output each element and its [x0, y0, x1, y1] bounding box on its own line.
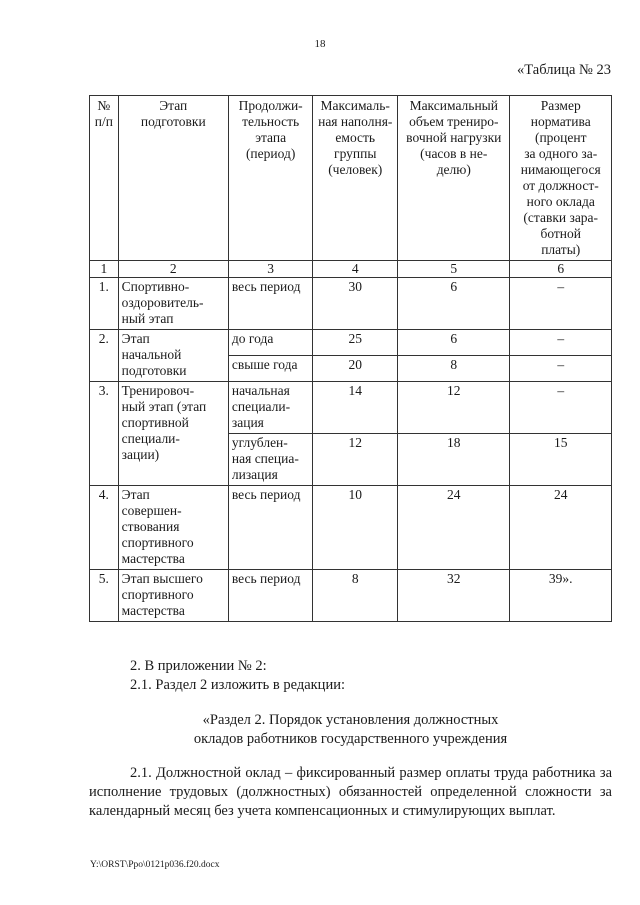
- period-cell: весь период: [228, 278, 313, 330]
- table-header-row: [90, 96, 612, 261]
- row-number: 1.: [90, 278, 119, 330]
- norm-cell: –: [510, 356, 612, 382]
- norm-cell: –: [510, 330, 612, 356]
- max-group-cell: 12: [313, 434, 398, 486]
- norms-table: [89, 95, 612, 622]
- max-group-cell: 14: [313, 382, 398, 434]
- paragraph-section-2-1: 2.1. Раздел 2 изложить в редакции:: [130, 677, 345, 693]
- table-row: [90, 486, 612, 570]
- stage-name: Спортивно- оздоровитель- ный этап: [118, 278, 228, 330]
- column-header: Этап подготовки: [118, 96, 228, 261]
- period-cell: начальная специали- зация: [228, 382, 313, 434]
- row-number: 3.: [90, 382, 119, 486]
- file-path-footer: Y:\ORST\Ppo\0121p036.f20.docx: [90, 860, 220, 870]
- max-group-cell: 25: [313, 330, 398, 356]
- max-load-cell: 32: [398, 570, 510, 622]
- norm-cell: –: [510, 278, 612, 330]
- stage-name: Этап высшего спортивного мастерства: [118, 570, 228, 622]
- norm-cell: –: [510, 382, 612, 434]
- column-header: Максималь- ная наполня- емость группы (человек): [313, 96, 398, 261]
- norm-cell: 15: [510, 434, 612, 486]
- column-header: № п/п: [90, 96, 119, 261]
- column-number: 2: [118, 261, 228, 278]
- paragraph-official-salary: 2.1. Должностной оклад – фиксированный размер оплаты труда работника за исполнение трудовых (должностных) обязанностей определенной сложности за календарный месяц без учета компенсационных и стимулирующих выплат.: [89, 765, 612, 819]
- row-number: 5.: [90, 570, 119, 622]
- period-cell: до года: [228, 330, 313, 356]
- stage-name: Тренировоч- ный этап (этап спортивной специали- зации): [118, 382, 228, 486]
- section-title-line-1: «Раздел 2. Порядок установления должностных: [202, 712, 499, 728]
- column-number: 5: [398, 261, 510, 278]
- paragraph-appendix-2: 2. В приложении № 2:: [130, 658, 267, 674]
- norm-cell: 39».: [510, 570, 612, 622]
- column-header: Размер норматива (процент за одного за- нимающегося от должност- ного оклада (ставки зара- ботной платы): [510, 96, 612, 261]
- table-caption: «Таблица № 23: [517, 62, 611, 78]
- max-load-cell: 6: [398, 278, 510, 330]
- column-number: 4: [313, 261, 398, 278]
- column-number: 1: [90, 261, 119, 278]
- max-load-cell: 8: [398, 356, 510, 382]
- page-number: 18: [314, 38, 326, 50]
- table-row: [90, 382, 612, 434]
- max-group-cell: 30: [313, 278, 398, 330]
- max-load-cell: 6: [398, 330, 510, 356]
- row-number: 4.: [90, 486, 119, 570]
- section-title-line-2: окладов работников государственного учреждения: [193, 731, 508, 747]
- max-group-cell: 8: [313, 570, 398, 622]
- column-number: 6: [510, 261, 612, 278]
- column-header: Продолжи- тельность этапа (период): [228, 96, 313, 261]
- table-row: [90, 570, 612, 622]
- period-cell: весь период: [228, 486, 313, 570]
- max-group-cell: 10: [313, 486, 398, 570]
- norm-cell: 24: [510, 486, 612, 570]
- max-load-cell: 18: [398, 434, 510, 486]
- row-number: 2.: [90, 330, 119, 382]
- period-cell: весь период: [228, 570, 313, 622]
- period-cell: свыше года: [228, 356, 313, 382]
- table-row: [90, 330, 612, 356]
- column-number-row: [90, 261, 612, 278]
- table-row: [90, 278, 612, 330]
- stage-name: Этап начальной подготовки: [118, 330, 228, 382]
- period-cell: углублен- ная специа- лизация: [228, 434, 313, 486]
- max-load-cell: 12: [398, 382, 510, 434]
- stage-name: Этап совершен- ствования спортивного мастерства: [118, 486, 228, 570]
- max-group-cell: 20: [313, 356, 398, 382]
- column-number: 3: [228, 261, 313, 278]
- max-load-cell: 24: [398, 486, 510, 570]
- column-header: Максимальный объем трениро- вочной нагрузки (часов в не- делю): [398, 96, 510, 261]
